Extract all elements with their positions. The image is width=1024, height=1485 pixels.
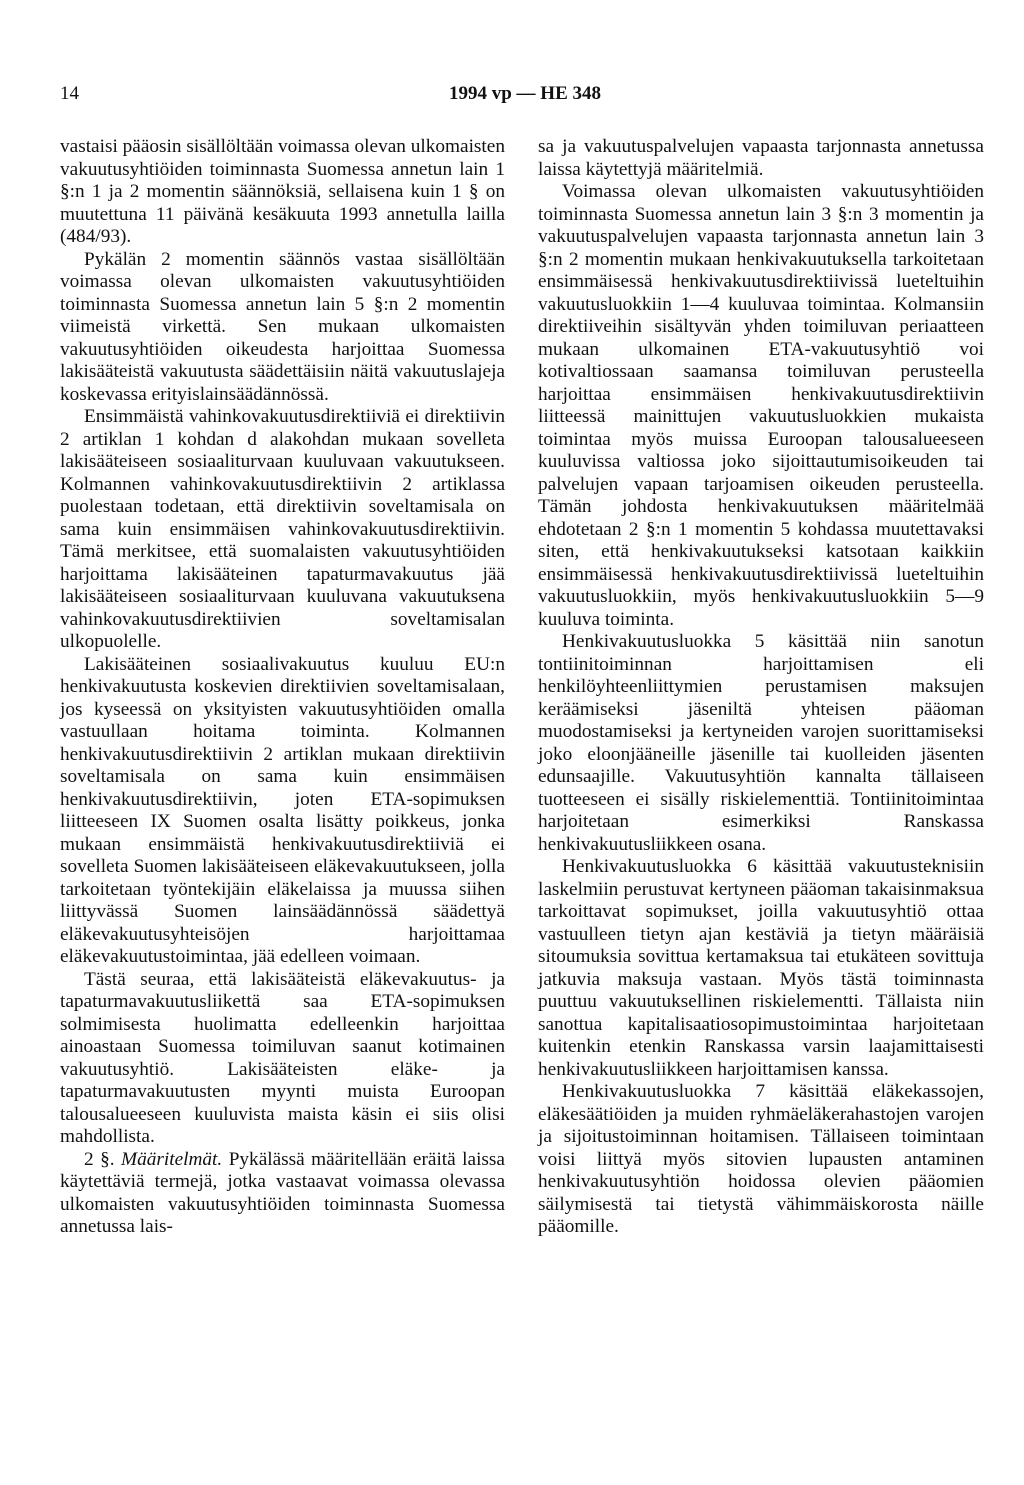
paragraph: Henkivakuutusluokka 5 käsittää niin sanotun tontiinitoiminnan harjoittamisen eli henkilöyhteenliittymien perustamisen maksujen keräämiseksi jäseniltä yhteisen pääoman muodostamiseksi ja kertyneiden varojen suorittamiseksi joko eloonjääneille jäsenille tai kuolleiden jäsenten edunsaajille. Vakuutusyhtiön kannalta tällaiseen tuotteeseen ei sisälly riskielementtiä. Tontiinitoimintaa harjoitetaan esimerkiksi Ranskassa henkivakuutusliikkeen osana.	[538, 631, 984, 855]
section-title: Määritelmät.	[121, 1148, 223, 1170]
paragraph: vastaisi pääosin sisällöltään voimassa olevan ulkomaisten vakuutusyhtiöiden toiminnasta Suomessa annetun lain 1 §:n 1 ja 2 momentin säännöksiä, sellaisena kuin 1 § on muutettuna 11 päivänä kesäkuuta 1993 annetulla lailla (484/93).	[60, 136, 505, 247]
page-number: 14	[60, 83, 79, 104]
paragraph: Tästä seuraa, että lakisääteistä eläkevakuutus- ja tapaturmavakuutusliikettä saa ETA-sopimuksen solmimisesta huolimatta edelleenkin harjoittaa ainoastaan Suomessa toimiluvan saanut kotimainen vakuutusyhtiö. Lakisääteisten eläke- ja tapaturmavakuutusten myynti muista Euroopan talousalueeseen kuuluvista maista käsin ei siis olisi mahdollista.	[60, 968, 505, 1147]
right-column	[538, 136, 984, 1239]
paragraph: Lakisääteinen sosiaalivakuutus kuuluu EU:n henkivakuutusta koskevien direktiivien soveltamisalaan, jos kyseessä on yksityisten vakuutusyhtiöiden omalla vastuullaan hoitama toiminta. Kolmannen henkivakuutusdirektiivin 2 artiklan mukaan direktiivin soveltamisala on sama kuin ensimmäisen henkivakuutusdirektiivin, joten ETA-sopimuksen liitteeseen IX Suomen osalta lisätty poikkeus, jonka mukaan ensimmäistä henkivakuutusdirektiiviä ei sovelleta Suomen lakisääteiseen eläkevakuutukseen, jolla tarkoitetaan työntekijäin eläkelaissa ja muussa siihen liittyvässä Suomen lainsäädännössä säädettyä eläkevakuutusyhteisöjen harjoittamaa eläkevakuutustoimintaa, jää edelleen voimaan.	[60, 653, 505, 967]
paragraph: Ensimmäistä vahinkovakuutusdirektiiviä ei direktiivin 2 artiklan 1 kohdan d alakohdan mukaan sovelleta lakisääteiseen sosiaaliturvaan kuuluvaan vakuutukseen. Kolmannen vahinkovakuutusdirektiivin 2 artiklassa puolestaan todetaan, että direktiivin soveltamisala on sama kuin ensimmäisen vahinkovakuutusdirektiivin. Tämä merkitsee, että suomalaisten vakuutusyhtiöiden harjoittama lakisääteinen tapaturmavakuutus jää lakisääteiseen sosiaaliturvaan kuuluvana vakuutuksena vahinkovakuutusdirektiivien soveltamisalan ulkopuolelle.	[60, 406, 505, 652]
paragraph: Henkivakuutusluokka 7 käsittää eläkekassojen, eläkesäätiöiden ja muiden ryhmäeläkerahastojen varojen ja sijoitustoiminnan hoitamisen. Tällaiseen toimintaan voisi liittyä myös sitovien lupausten antaminen henkivakuutusyhtiön hoidossa olevien pääomien säilymisestä tai tietystä vähimmäiskorosta näille pääomille.	[538, 1081, 984, 1237]
section-2-paragraph	[60, 1149, 505, 1239]
section-sign: 2 §.	[84, 1148, 115, 1170]
paragraph: sa ja vakuutuspalvelujen vapaasta tarjonnasta annetussa laissa käytettyjä määritelmiä.	[538, 136, 984, 180]
paragraph: Pykälän 2 momentin säännös vastaa sisällöltään voimassa olevan ulkomaisten vakuutusyhtiöiden toiminnasta Suomessa annetun lain 5 §:n 2 momentin viimeistä virkettä. Sen mukaan ulkomaisten vakuutusyhtiöiden oikeudesta harjoittaa Suomessa lakisääteistä vakuutusta säädettäisiin näitä vakuutuslajeja koskevassa erityislainsäädännössä.	[60, 248, 505, 405]
paragraph: Voimassa olevan ulkomaisten vakuutusyhtiöiden toiminnasta Suomessa annetun lain 3 §:n 3 momentin ja vakuutuspalvelujen vapaasta tarjonnasta annetun lain 3 §:n 2 momentin mukaan henkivakuutuksella tarkoitetaan ensimmäisessä henkivakuutusdirektiivissä lueteltuihin vakuutusluokkiin 1—4 kuuluvaa toimintaa. Kolmansiin direktiiveihin sisältyvän yhden toimiluvan periaatteen mukaan ulkomainen ETA-vakuutusyhtiö voi kotivaltiossaan saamansa toimiluvan perusteella harjoittaa ensimmäisen henkivakuutusdirektiivin liitteessä mainittujen vakuutusluokkien mukaista toimintaa myös muissa Euroopan talousalueeseen kuuluvissa valtiossa joko sijoittautumisoikeuden tai palvelujen vapaan tarjoamisen oikeuden perusteella. Tämän johdosta henkivakuutuksen määritelmää ehdotetaan 2 §:n 1 momentin 5 kohdassa muutettavaksi siten, että henkivakuutukseksi katsotaan kaikkiin ensimmäisessä henkivakuutusdirektiivissä lueteltuihin vakuutusluokkiin, myös henkivakuutusluokkiin 5—9 kuuluva toiminta.	[538, 181, 984, 630]
paragraph: Henkivakuutusluokka 6 käsittää vakuutusteknisiin laskelmiin perustuvat kertyneen pääoman takaisinmaksua tarkoittavat sopimukset, joilla vakuutusyhtiö ottaa vastuulleen tietyn ajan kestäviä ja tietyn määräisiä sitoumuksia sovittua kertamaksua tai etukäteen sovittuja jatkuvia maksuja vastaan. Myös tästä toiminnasta puuttuu vakuutuksellinen riskielementti. Tällaista niin sanottua kapitalisaatiosopimustoimintaa harjoitetaan kuitenkin etenkin Ranskassa varsin laajamittaisesti henkivakuutusliikkeen harjoittamisen kanssa.	[538, 856, 984, 1080]
section-text: Pykälässä määritellään eräitä laissa käytettäviä termejä, jotka vastaavat voimassa olevassa ulkomaisten vakuutusyhtiöiden toiminnasta Suomessa annetussa lais-	[60, 1148, 505, 1237]
page-header	[60, 79, 990, 109]
left-column	[60, 136, 505, 1239]
running-title: 1994 vp — HE 348	[448, 83, 602, 104]
